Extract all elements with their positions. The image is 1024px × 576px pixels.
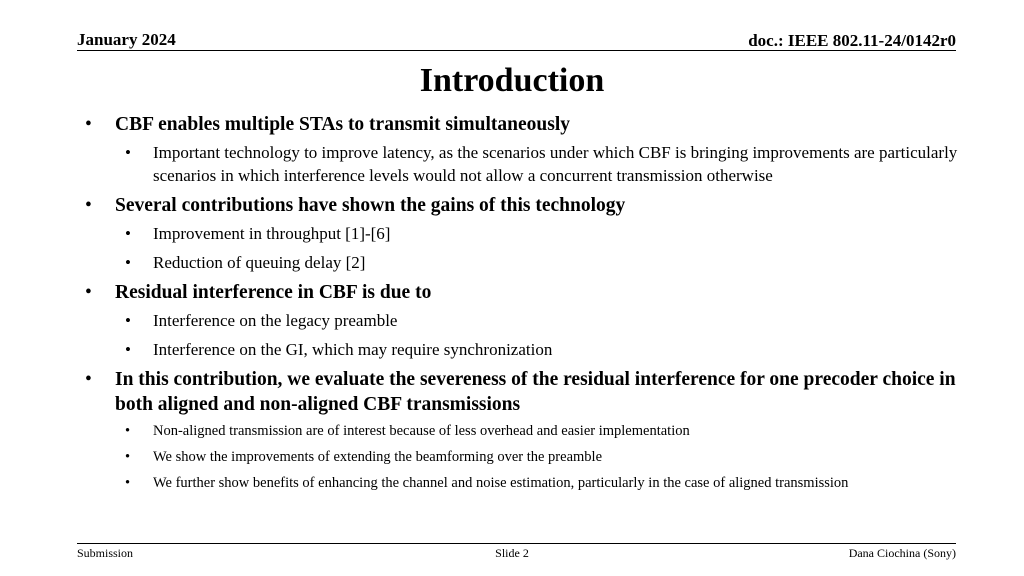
sub-bullet-text: Reduction of queuing delay [2] (153, 253, 366, 272)
header-doc-id: doc.: IEEE 802.11-24/0142r0 (748, 31, 956, 50)
bullet-2 (77, 193, 984, 218)
bullet-text: CBF enables multiple STAs to transmit simultaneously (115, 114, 571, 135)
slide-content (77, 112, 984, 499)
sub-bullet-text: Improvement in throughput [1]-[6] (153, 224, 391, 243)
sub-bullet-2-1 (77, 222, 984, 245)
bullet-marker: • (125, 340, 131, 359)
sub-bullet-text: Interference on the legacy preamble (153, 311, 398, 330)
bullet-marker: • (85, 369, 92, 390)
bullet-marker: • (125, 253, 131, 272)
sub-bullet-4-3 (77, 473, 984, 493)
bullet-text: Several contributions have shown the gains of this technology (115, 195, 626, 216)
header-date: January 2024 (77, 30, 176, 49)
sub-bullet-4-1 (77, 421, 984, 441)
header-divider (77, 50, 956, 51)
bullet-marker: • (125, 423, 131, 439)
footer-submission: Submission (77, 546, 134, 560)
bullet-marker: • (125, 311, 131, 330)
sub-bullet-3-1 (77, 309, 984, 332)
bullet-4 (77, 367, 984, 417)
sub-bullet-4-2 (77, 447, 984, 467)
sub-bullet-text: Important technology to improve latency, as the scenarios under which CBF is bringing improvements are particularly scenarios in which interference levels would not allow a concurrent transmission otherwise (153, 143, 958, 185)
bullet-3 (77, 280, 984, 305)
footer-divider (77, 543, 956, 544)
slide-title: Introduction (419, 62, 605, 99)
sub-bullet-3-2 (77, 338, 984, 361)
sub-bullet-text: We show the improvements of extending the beamforming over the preamble (153, 449, 603, 465)
bullet-marker: • (125, 143, 131, 162)
sub-bullet-2-2 (77, 251, 984, 274)
bullet-1 (77, 112, 984, 137)
bullet-marker: • (85, 195, 92, 216)
sub-bullet-1-1 (77, 141, 984, 187)
bullet-marker: • (85, 282, 92, 303)
sub-bullet-text: We further show benefits of enhancing the channel and noise estimation, particularly in the case of aligned transmission (153, 475, 849, 491)
sub-bullet-text: Interference on the GI, which may require synchronization (153, 340, 553, 359)
bullet-text: Residual interference in CBF is due to (115, 282, 432, 303)
bullet-marker: • (125, 224, 131, 243)
bullet-text: In this contribution, we evaluate the severeness of the residual interference for one precoder choice in both aligned and non-aligned CBF transmissions (115, 369, 956, 415)
sub-bullet-text: Non-aligned transmission are of interest because of less overhead and easier implementation (153, 423, 690, 439)
footer-slide-number: Slide 2 (495, 546, 529, 560)
bullet-marker: • (125, 449, 131, 465)
bullet-marker: • (125, 475, 131, 491)
footer-author: Dana Ciochina (Sony) (848, 546, 956, 560)
bullet-marker: • (85, 114, 92, 135)
